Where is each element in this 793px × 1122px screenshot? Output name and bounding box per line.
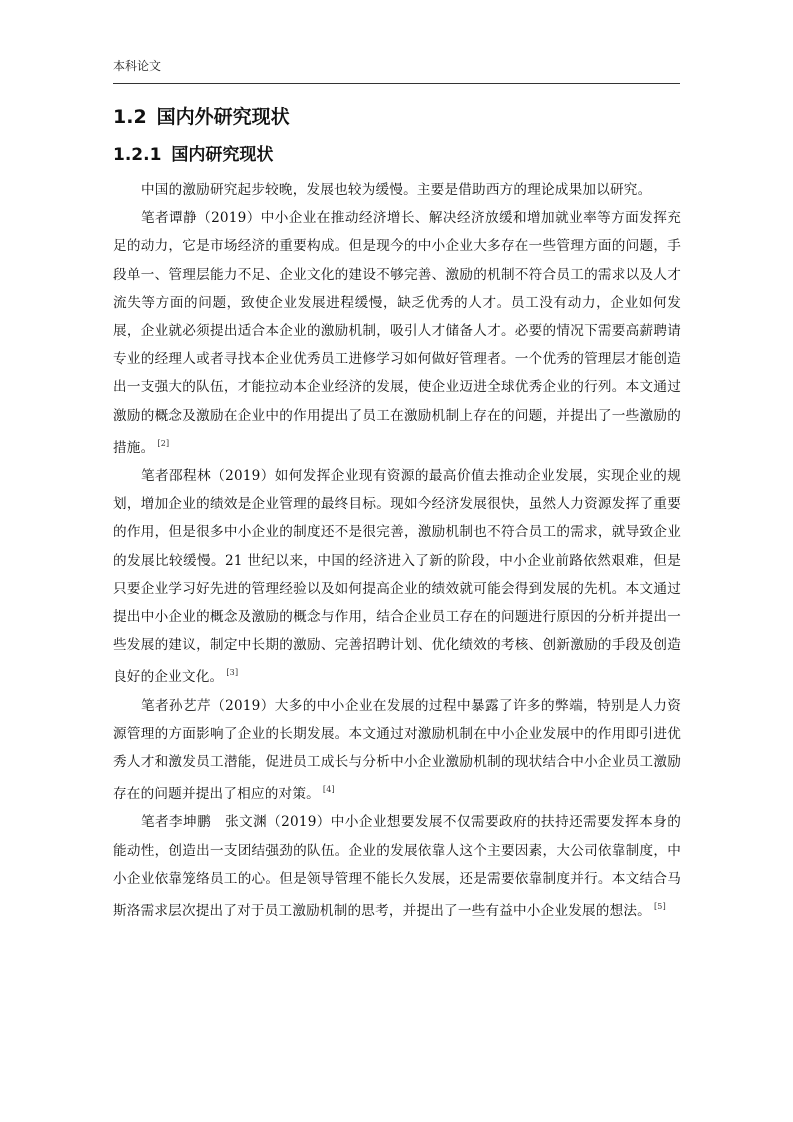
paragraph (113, 692, 681, 809)
header-rule (113, 83, 680, 84)
subsection-title: 国内研究现状 (171, 145, 274, 165)
paragraph-text: 中国的激励研究起步较晚，发展也较为缓慢。主要是借助西方的理论成果加以研究。 (141, 182, 652, 198)
paragraph-text: 笔者孙艺芹（2019）大多的中小企业在发展的过程中暴露了许多的弊端，特别是人力资源管理的方面影响了企业的长期发展。本文通过对激励机制在中小企业发展中的作用即引进优秀人才和激发员工潜能，促进员工成长与分析中小企业激励机制的现状结合中小企业员工激励存在的问题并提出了相应的对策。 (113, 697, 681, 803)
paragraph (113, 808, 681, 925)
paragraph-text: 笔者李坤鹏 张文渊（2019）中小企业想要发展不仅需要政府的扶持还需要发挥本身的能动性，创造出一支团结强劲的队伍。企业的发展依靠人这个主要因素，大公司依靠制度，中小企业依靠笼络员工的心。但是领导管理不能长久发展，还是需要依靠制度并行。本文结合马斯洛需求层次提出了对于员工激励机制的思考，并提出了一些有益中小企业发展的想法。 (113, 814, 681, 920)
section-title: 国内外研究现状 (156, 106, 290, 128)
page-content (113, 100, 681, 925)
subsection-heading (113, 140, 681, 170)
page-header: 本科论文 (113, 59, 162, 73)
citation-ref: [3] (226, 668, 239, 678)
paragraph-text: 笔者邵程林（2019）如何发挥企业现有资源的最高价值去推动企业发展，实现企业的规划，增加企业的绩效是企业管理的最终目标。现如今经济发展很快，虽然人力资源发挥了重要的作用，但是很多中小企业的制度还不是很完善，激励机制也不符合员工的需求，就导致企业的发展比较缓慢。21 世纪以来，中国的经济进入了新的阶段，中小企业前路依然艰难，但是只要企业学习好先进的管理经验以及如何提高企业的绩效就可能会得到发展的先机。本文通过提出中小企业的概念及激励的概念与作用，结合企业员工存在的问题进行原因的分析并提出一些发展的建议，制定中长期的激励、完善招聘计划、优化绩效的考核、创新激励的手段及创造良好的企业文化。 (113, 468, 681, 686)
paragraph (113, 462, 681, 692)
paragraph (113, 176, 681, 204)
citation-ref: [4] (322, 785, 335, 795)
paragraph (113, 204, 681, 462)
citation-ref: [5] (653, 902, 666, 912)
citation-ref: [2] (157, 438, 170, 448)
paragraph-text: 笔者谭静（2019）中小企业在推动经济增长、解决经济放缓和增加就业率等方面发挥充足的动力，它是市场经济的重要构成。但是现今的中小企业大多存在一些管理方面的问题，手段单一、管理层能力不足、企业文化的建设不够完善、激励的机制不符合员工的需求以及人才流失等方面的问题，致使企业发展进程缓慢，缺乏优秀的人才。员工没有动力，企业如何发展，企业就必须提出适合本企业的激励机制，吸引人才储备人才。必要的情况下需要高薪聘请专业的经理人或者寻找本企业优秀员工进修学习如何做好管理者。一个优秀的管理层才能创造出一支强大的队伍，才能拉动本企业经济的发展，使企业迈进全球优秀企业的行列。本文通过激励的概念及激励在企业中的作用提出了员工在激励机制上存在的问题，并提出了一些激励的措施。 (113, 210, 681, 456)
section-heading (113, 100, 681, 134)
section-number: 1.2 (113, 106, 147, 128)
subsection-number: 1.2.1 (113, 145, 162, 165)
